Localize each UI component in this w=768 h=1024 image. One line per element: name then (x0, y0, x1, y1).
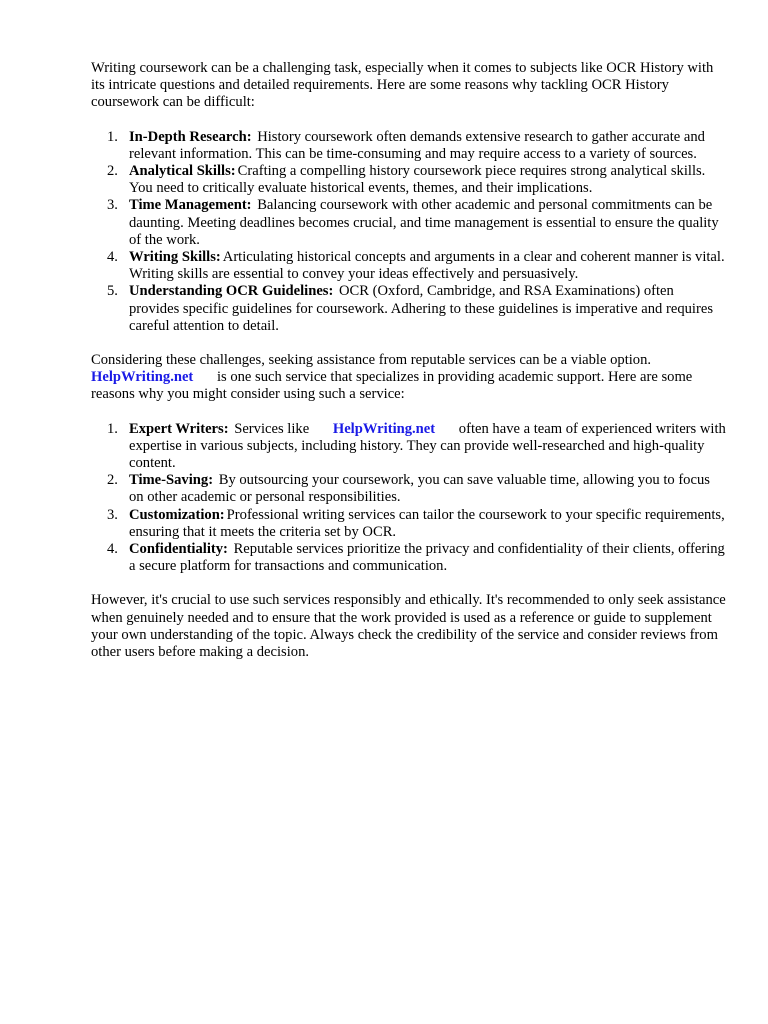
challenge-item (91, 249, 727, 283)
reason-item (91, 507, 727, 541)
challenge-item (91, 129, 727, 163)
reason-item (91, 472, 727, 506)
considering-text-before: Considering these challenges, seeking assistance from reputable services can be a viable option. (91, 352, 652, 369)
challenge-title: Time Management: (129, 197, 252, 214)
reason-text: often have a team of experienced writers with expertise in various subjects, including history. They can provide well-researched and high-quality content. (129, 420, 726, 472)
challenge-text: Balancing coursework with other academic and personal commitments can be daunting. Meeting deadlines becomes crucial, and time management is essential to ensure the quality of the work. (129, 197, 719, 248)
reason-item (91, 421, 727, 473)
list-number: 2. (107, 472, 118, 489)
helpwriting-link[interactable]: HelpWriting.net (91, 369, 194, 386)
challenge-title: Analytical Skills: (129, 163, 236, 180)
challenge-title: In-Depth Research: (129, 128, 252, 145)
reason-text-before: Services like (230, 420, 313, 437)
reason-text: Reputable services prioritize the privacy and confidentiality of their clients, offering a secure platform for transactions and communication. (129, 541, 725, 575)
list-number: 3. (107, 197, 118, 214)
reason-item (91, 541, 727, 575)
challenge-title: Understanding OCR Guidelines: (129, 283, 334, 300)
intro-paragraph: Writing coursework can be a challenging task, especially when it comes to subjects like OCR History with its intricate questions and detailed requirements. Here are some reasons why tackling OCR History coursework can be difficult: (91, 60, 714, 111)
challenge-item (91, 163, 727, 197)
reason-title: Expert Writers: (129, 420, 229, 437)
list-number: 5. (107, 283, 118, 300)
challenges-list (91, 129, 727, 335)
challenge-text: History coursework often demands extensive research to gather accurate and relevant information. This can be time-consuming and may require access to a variety of sources. (129, 128, 705, 162)
list-number: 4. (107, 249, 118, 266)
challenge-item (91, 197, 727, 249)
challenge-text: Articulating historical concepts and arguments in a clear and coherent manner is vital. Writing skills are essential to convey your ideas effectively and persuasively. (129, 249, 725, 283)
list-number: 3. (107, 506, 118, 523)
list-number: 2. (107, 163, 118, 180)
reason-text: By outsourcing your coursework, you can save valuable time, allowing you to focus on other academic or personal responsibilities. (129, 472, 710, 506)
list-number: 1. (107, 128, 118, 145)
considering-paragraph (91, 352, 727, 404)
list-number: 1. (107, 420, 118, 437)
challenge-item (91, 283, 727, 335)
reason-title: Customization: (129, 506, 225, 523)
document-content (91, 60, 727, 678)
reason-title: Time-Saving: (129, 472, 214, 489)
challenge-text: OCR (Oxford, Cambridge, and RSA Examinations) often provides specific guidelines for coursework. Adhering to these guidelines is imperative and requires careful attention to detail. (129, 283, 713, 334)
reasons-list (91, 421, 727, 576)
challenge-text: Crafting a compelling history coursework piece requires strong analytical skills. You need to critically evaluate historical events, themes, and their implications. (129, 163, 706, 197)
list-number: 4. (107, 541, 118, 558)
reason-title: Confidentiality: (129, 541, 228, 558)
helpwriting-link[interactable]: HelpWriting.net (332, 420, 436, 437)
closing-paragraph: However, it's crucial to use such services responsibly and ethically. It's recommended to only seek assistance when genuinely needed and to ensure that the work provided is used as a reference or guide to supplement your own understanding of the topic. Always check the credibility of the service and consider reviews from other users before making a decision. (91, 592, 726, 661)
challenge-title: Writing Skills: (129, 249, 221, 266)
considering-text-after: is one such service that specializes in providing academic support. Here are some reasons why you might consider using such a service: (91, 369, 693, 403)
reason-text: Professional writing services can tailor the coursework to your specific requirements, ensuring that it meets the criteria set by OCR. (129, 506, 725, 540)
